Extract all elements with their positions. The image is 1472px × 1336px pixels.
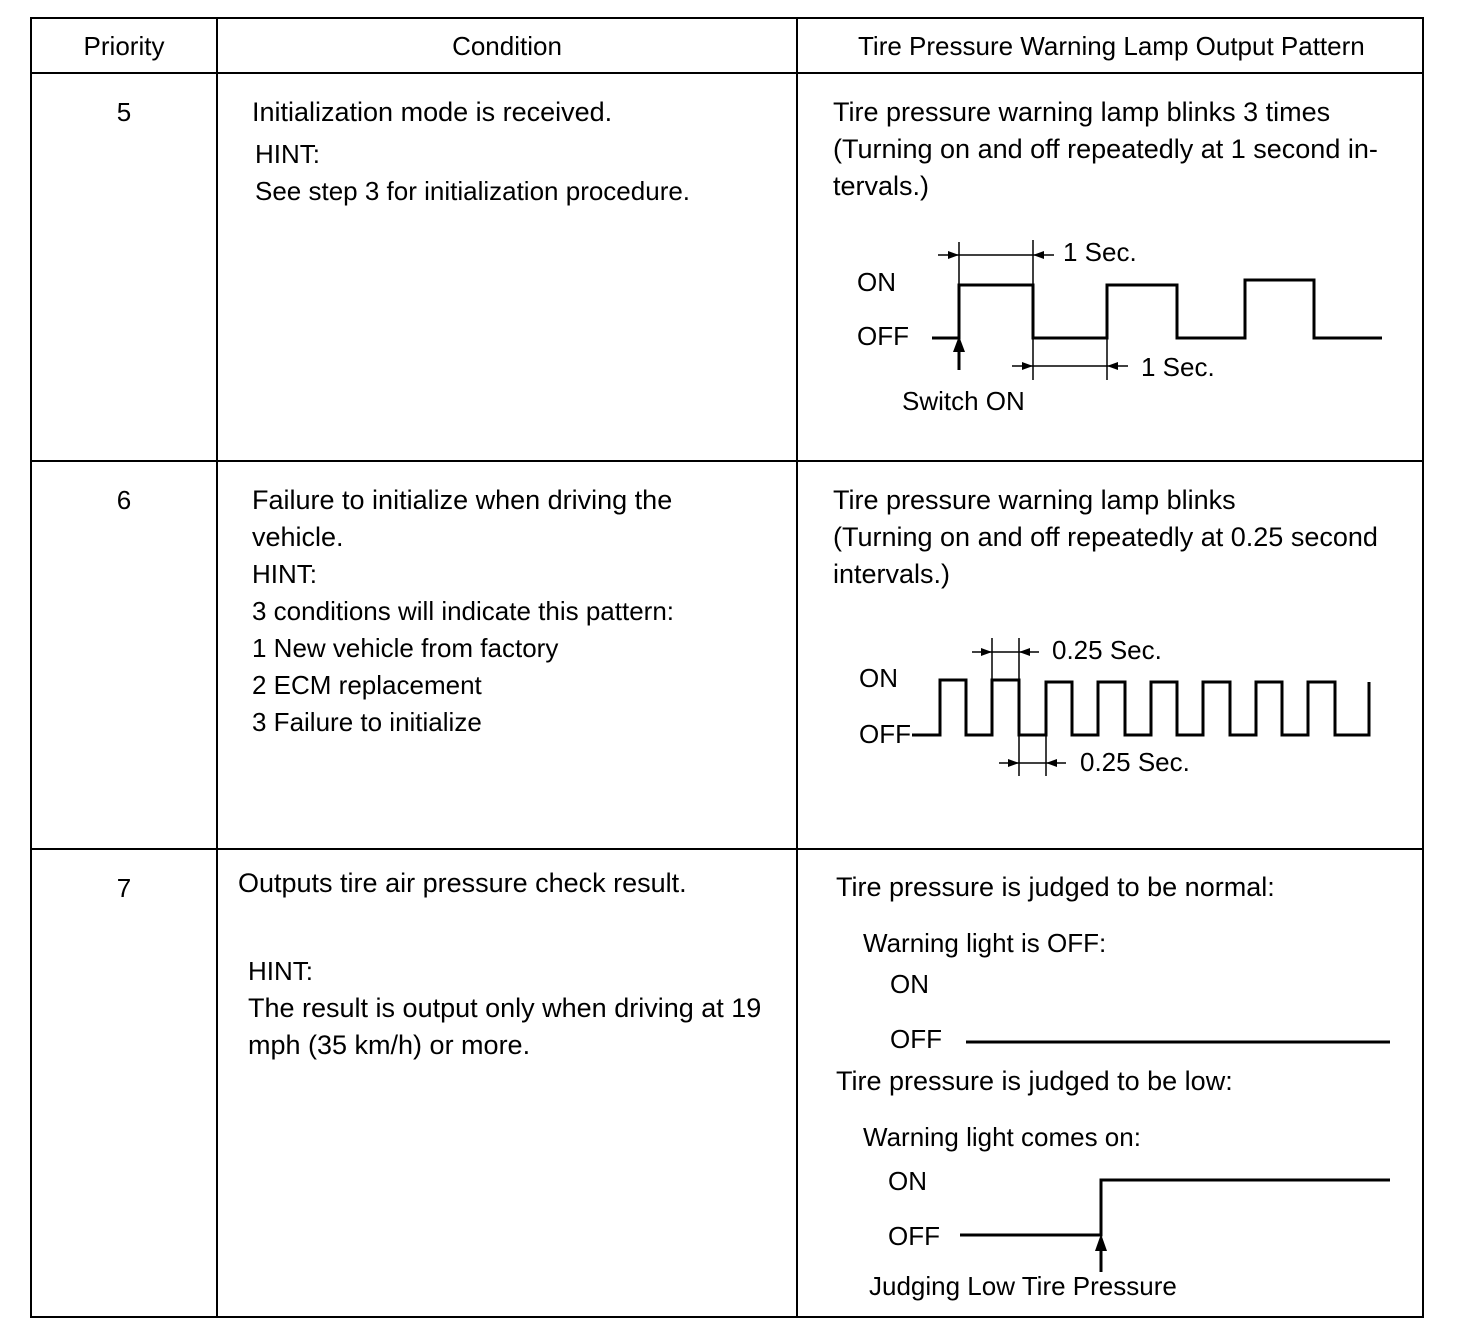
column-divider-1 — [216, 17, 218, 1318]
condition-text: vehicle. — [252, 522, 344, 552]
condition-text: Failure to initialize when driving the — [252, 485, 673, 515]
hint-label: HINT: — [255, 139, 320, 169]
arrow-up-icon — [1095, 1234, 1107, 1251]
arrow-left-icon — [1107, 362, 1118, 370]
row-divider-2 — [30, 848, 1424, 850]
pattern-description-line: (Turning on and off repeatedly at 0.25 second — [833, 522, 1378, 552]
pattern-description-line: Tire pressure warning lamp blinks 3 times — [833, 97, 1331, 127]
arrow-left-icon — [1046, 759, 1057, 767]
on-level-label: ON — [857, 267, 896, 297]
hint-list-item: 1 New vehicle from factory — [252, 633, 559, 663]
off-duration-label: 0.25 Sec. — [1080, 747, 1190, 777]
normal-pressure-waveform — [960, 1030, 1400, 1054]
off-level-label: OFF — [857, 321, 909, 351]
header-priority: Priority — [83, 31, 165, 61]
hint-text: See step 3 for initialization procedure. — [255, 176, 691, 206]
arrow-right-icon — [981, 648, 992, 656]
header-divider — [30, 72, 1424, 74]
switch-on-label: Switch ON — [902, 386, 1025, 416]
hint-label: HINT: — [248, 956, 313, 986]
pattern-description-line: (Turning on and off repeatedly at 1 second in- — [833, 134, 1378, 164]
off-level-label: OFF — [888, 1221, 940, 1251]
normal-light-status: Warning light is OFF: — [863, 928, 1107, 958]
column-divider-2 — [796, 17, 798, 1318]
off-level-label: OFF — [859, 719, 911, 749]
priority-value: 6 — [116, 485, 132, 515]
condition-text: Initialization mode is received. — [252, 97, 613, 127]
low-pressure-heading: Tire pressure is judged to be low: — [836, 1066, 1233, 1096]
blink-1sec-timing-diagram — [840, 230, 1400, 430]
priority-value: 5 — [116, 97, 132, 127]
header-output-pattern: Tire Pressure Warning Lamp Output Pattern — [858, 31, 1365, 61]
hint-label: HINT: — [252, 559, 317, 589]
header-condition: Condition — [452, 31, 562, 61]
off-level-label: OFF — [890, 1024, 942, 1054]
judging-low-pressure-label: Judging Low Tire Pressure — [869, 1271, 1177, 1301]
lamp-waveform — [960, 1180, 1390, 1235]
hint-text: mph (35 km/h) or more. — [248, 1030, 531, 1060]
hint-text: The result is output only when driving at 19 — [248, 993, 762, 1023]
off-duration-label: 1 Sec. — [1141, 352, 1215, 382]
table-border-bottom — [30, 1316, 1424, 1318]
on-duration-label: 1 Sec. — [1063, 237, 1137, 267]
on-duration-label: 0.25 Sec. — [1052, 635, 1162, 665]
lamp-waveform — [932, 280, 1382, 338]
normal-pressure-heading: Tire pressure is judged to be normal: — [836, 872, 1275, 902]
on-level-label: ON — [890, 969, 929, 999]
arrow-left-icon — [1019, 648, 1030, 656]
blink-025sec-timing-diagram — [840, 630, 1400, 790]
hint-list-item: 3 Failure to initialize — [252, 707, 482, 737]
arrow-left-icon — [1033, 251, 1044, 259]
condition-text: Outputs tire air pressure check result. — [238, 868, 687, 898]
lamp-waveform — [912, 680, 1369, 735]
on-level-label: ON — [859, 663, 898, 693]
priority-value: 7 — [116, 873, 132, 903]
arrow-right-icon — [1022, 362, 1033, 370]
hint-text: 3 conditions will indicate this pattern: — [252, 596, 675, 626]
arrow-right-icon — [948, 251, 959, 259]
table-border-left — [30, 17, 32, 1318]
arrow-right-icon — [1008, 759, 1019, 767]
low-light-status: Warning light comes on: — [863, 1122, 1141, 1152]
pattern-description-line: intervals.) — [833, 559, 951, 589]
table-border-top — [30, 17, 1424, 19]
pattern-description-line: tervals.) — [833, 171, 930, 201]
on-level-label: ON — [888, 1166, 927, 1196]
hint-list-item: 2 ECM replacement — [252, 670, 482, 700]
table-border-right — [1422, 17, 1424, 1318]
row-divider-1 — [30, 460, 1424, 462]
pattern-description-line: Tire pressure warning lamp blinks — [833, 485, 1236, 515]
low-pressure-waveform — [950, 1168, 1400, 1278]
